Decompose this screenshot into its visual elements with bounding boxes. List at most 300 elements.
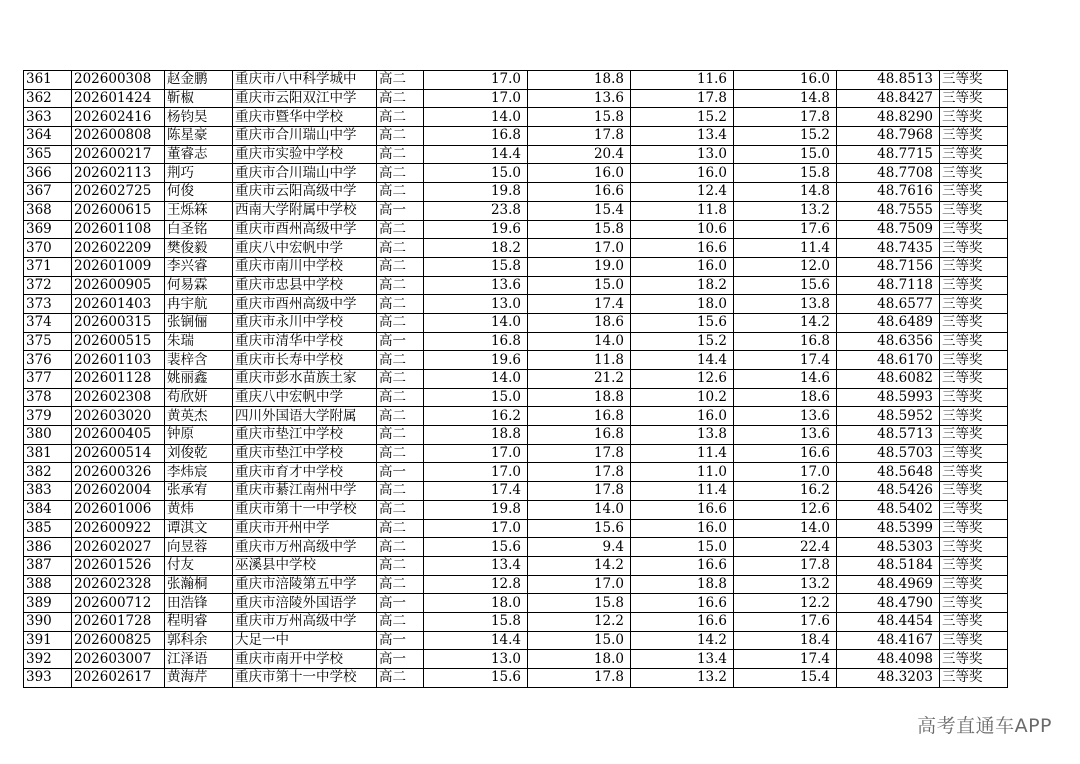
grade-cell: 高二 xyxy=(377,127,424,146)
rank-cell: 374 xyxy=(24,313,72,332)
id-cell: 202601403 xyxy=(72,295,165,314)
id-cell: 202600712 xyxy=(72,594,165,613)
table-row xyxy=(24,257,1008,276)
score3-cell: 14.4 xyxy=(631,351,734,370)
score3-cell: 16.6 xyxy=(631,612,734,631)
rank-cell: 382 xyxy=(24,463,72,482)
award-cell: 三等奖 xyxy=(940,669,1008,688)
score1-cell: 17.0 xyxy=(424,71,528,90)
id-cell: 202600808 xyxy=(72,127,165,146)
score3-cell: 16.0 xyxy=(631,519,734,538)
grade-cell: 高二 xyxy=(377,108,424,127)
id-cell: 202602113 xyxy=(72,164,165,183)
total-cell: 48.4969 xyxy=(837,575,940,594)
total-cell: 48.7555 xyxy=(837,201,940,220)
score2-cell: 14.0 xyxy=(528,332,631,351)
score2-cell: 13.6 xyxy=(528,89,631,108)
score2-cell: 9.4 xyxy=(528,538,631,557)
score4-cell: 15.0 xyxy=(734,145,837,164)
name-cell: 陈星豪 xyxy=(165,127,233,146)
school-cell: 重庆市长寿中学校 xyxy=(233,351,377,370)
name-cell: 黄炜 xyxy=(165,500,233,519)
total-cell: 48.4454 xyxy=(837,612,940,631)
results-table xyxy=(23,70,1008,688)
rank-cell: 377 xyxy=(24,370,72,389)
school-cell: 重庆市云阳双江中学 xyxy=(233,89,377,108)
score2-cell: 17.8 xyxy=(528,127,631,146)
id-cell: 202600326 xyxy=(72,463,165,482)
id-cell: 202600825 xyxy=(72,631,165,650)
score3-cell: 15.0 xyxy=(631,538,734,557)
total-cell: 48.7968 xyxy=(837,127,940,146)
table-row xyxy=(24,575,1008,594)
score2-cell: 17.8 xyxy=(528,669,631,688)
award-cell: 三等奖 xyxy=(940,164,1008,183)
score3-cell: 11.4 xyxy=(631,444,734,463)
grade-cell: 高二 xyxy=(377,500,424,519)
score4-cell: 16.0 xyxy=(734,71,837,90)
score4-cell: 16.6 xyxy=(734,444,837,463)
rank-cell: 371 xyxy=(24,257,72,276)
rank-cell: 373 xyxy=(24,295,72,314)
school-cell: 重庆市垫江中学校 xyxy=(233,444,377,463)
grade-cell: 高二 xyxy=(377,89,424,108)
score1-cell: 15.6 xyxy=(424,669,528,688)
total-cell: 48.5303 xyxy=(837,538,940,557)
id-cell: 202601526 xyxy=(72,556,165,575)
score1-cell: 13.4 xyxy=(424,556,528,575)
rank-cell: 366 xyxy=(24,164,72,183)
total-cell: 48.4098 xyxy=(837,650,940,669)
table-row xyxy=(24,594,1008,613)
score3-cell: 16.6 xyxy=(631,239,734,258)
score4-cell: 18.6 xyxy=(734,388,837,407)
award-cell: 三等奖 xyxy=(940,631,1008,650)
total-cell: 48.6577 xyxy=(837,295,940,314)
award-cell: 三等奖 xyxy=(940,220,1008,239)
table-row xyxy=(24,295,1008,314)
total-cell: 48.5184 xyxy=(837,556,940,575)
rank-cell: 379 xyxy=(24,407,72,426)
score2-cell: 18.0 xyxy=(528,650,631,669)
score3-cell: 11.4 xyxy=(631,482,734,501)
score1-cell: 18.0 xyxy=(424,594,528,613)
school-cell: 重庆市彭水苗族土家 xyxy=(233,370,377,389)
score4-cell: 14.0 xyxy=(734,519,837,538)
score2-cell: 21.2 xyxy=(528,370,631,389)
total-cell: 48.6082 xyxy=(837,370,940,389)
score1-cell: 16.2 xyxy=(424,407,528,426)
total-cell: 48.4790 xyxy=(837,594,940,613)
name-cell: 赵金鹏 xyxy=(165,71,233,90)
school-cell: 重庆八中宏帆中学 xyxy=(233,388,377,407)
total-cell: 48.7715 xyxy=(837,145,940,164)
score2-cell: 20.4 xyxy=(528,145,631,164)
grade-cell: 高二 xyxy=(377,519,424,538)
score2-cell: 14.2 xyxy=(528,556,631,575)
school-cell: 重庆市清华中学校 xyxy=(233,332,377,351)
score3-cell: 18.8 xyxy=(631,575,734,594)
id-cell: 202601128 xyxy=(72,370,165,389)
total-cell: 48.5402 xyxy=(837,500,940,519)
grade-cell: 高二 xyxy=(377,388,424,407)
rank-cell: 370 xyxy=(24,239,72,258)
rank-cell: 393 xyxy=(24,669,72,688)
score4-cell: 11.4 xyxy=(734,239,837,258)
table-row xyxy=(24,631,1008,650)
name-cell: 姚丽鑫 xyxy=(165,370,233,389)
grade-cell: 高二 xyxy=(377,612,424,631)
grade-cell: 高二 xyxy=(377,351,424,370)
score4-cell: 12.0 xyxy=(734,257,837,276)
name-cell: 杨钧昊 xyxy=(165,108,233,127)
award-cell: 三等奖 xyxy=(940,71,1008,90)
score1-cell: 23.8 xyxy=(424,201,528,220)
table-row xyxy=(24,444,1008,463)
award-cell: 三等奖 xyxy=(940,500,1008,519)
total-cell: 48.8427 xyxy=(837,89,940,108)
score2-cell: 11.8 xyxy=(528,351,631,370)
score3-cell: 16.0 xyxy=(631,257,734,276)
id-cell: 202600308 xyxy=(72,71,165,90)
score2-cell: 17.0 xyxy=(528,575,631,594)
score4-cell: 12.6 xyxy=(734,500,837,519)
score4-cell: 15.2 xyxy=(734,127,837,146)
score3-cell: 12.6 xyxy=(631,370,734,389)
score4-cell: 22.4 xyxy=(734,538,837,557)
award-cell: 三等奖 xyxy=(940,594,1008,613)
name-cell: 程明睿 xyxy=(165,612,233,631)
table-row xyxy=(24,500,1008,519)
score1-cell: 13.0 xyxy=(424,650,528,669)
score3-cell: 11.0 xyxy=(631,463,734,482)
score2-cell: 18.8 xyxy=(528,71,631,90)
score2-cell: 14.0 xyxy=(528,500,631,519)
score3-cell: 13.4 xyxy=(631,127,734,146)
score1-cell: 15.6 xyxy=(424,538,528,557)
total-cell: 48.5703 xyxy=(837,444,940,463)
grade-cell: 高二 xyxy=(377,295,424,314)
award-cell: 三等奖 xyxy=(940,332,1008,351)
id-cell: 202600514 xyxy=(72,444,165,463)
score4-cell: 13.8 xyxy=(734,295,837,314)
grade-cell: 高二 xyxy=(377,575,424,594)
id-cell: 202603007 xyxy=(72,650,165,669)
score1-cell: 17.0 xyxy=(424,89,528,108)
score4-cell: 17.4 xyxy=(734,650,837,669)
award-cell: 三等奖 xyxy=(940,89,1008,108)
award-cell: 三等奖 xyxy=(940,482,1008,501)
school-cell: 重庆市开州中学 xyxy=(233,519,377,538)
school-cell: 重庆市万州高级中学 xyxy=(233,612,377,631)
total-cell: 48.5952 xyxy=(837,407,940,426)
school-cell: 大足一中 xyxy=(233,631,377,650)
score4-cell: 12.2 xyxy=(734,594,837,613)
name-cell: 朱瑞 xyxy=(165,332,233,351)
table-row xyxy=(24,556,1008,575)
award-cell: 三等奖 xyxy=(940,351,1008,370)
score1-cell: 17.0 xyxy=(424,444,528,463)
school-cell: 重庆市实验中学校 xyxy=(233,145,377,164)
score1-cell: 19.6 xyxy=(424,351,528,370)
score2-cell: 17.8 xyxy=(528,482,631,501)
score1-cell: 18.8 xyxy=(424,426,528,445)
id-cell: 202601424 xyxy=(72,89,165,108)
rank-cell: 386 xyxy=(24,538,72,557)
score3-cell: 16.0 xyxy=(631,164,734,183)
score3-cell: 10.6 xyxy=(631,220,734,239)
award-cell: 三等奖 xyxy=(940,426,1008,445)
id-cell: 202600515 xyxy=(72,332,165,351)
score1-cell: 12.8 xyxy=(424,575,528,594)
total-cell: 48.6170 xyxy=(837,351,940,370)
total-cell: 48.3203 xyxy=(837,669,940,688)
score3-cell: 11.8 xyxy=(631,201,734,220)
award-cell: 三等奖 xyxy=(940,276,1008,295)
school-cell: 重庆市忠县中学校 xyxy=(233,276,377,295)
rank-cell: 384 xyxy=(24,500,72,519)
grade-cell: 高二 xyxy=(377,426,424,445)
score4-cell: 17.6 xyxy=(734,612,837,631)
name-cell: 樊俊毅 xyxy=(165,239,233,258)
rank-cell: 369 xyxy=(24,220,72,239)
score4-cell: 16.8 xyxy=(734,332,837,351)
score2-cell: 16.8 xyxy=(528,426,631,445)
grade-cell: 高二 xyxy=(377,220,424,239)
score3-cell: 18.2 xyxy=(631,276,734,295)
id-cell: 202600615 xyxy=(72,201,165,220)
name-cell: 刘俊乾 xyxy=(165,444,233,463)
rank-cell: 381 xyxy=(24,444,72,463)
score3-cell: 18.0 xyxy=(631,295,734,314)
total-cell: 48.5426 xyxy=(837,482,940,501)
school-cell: 西南大学附属中学校 xyxy=(233,201,377,220)
name-cell: 田浩锋 xyxy=(165,594,233,613)
award-cell: 三等奖 xyxy=(940,183,1008,202)
award-cell: 三等奖 xyxy=(940,575,1008,594)
total-cell: 48.6356 xyxy=(837,332,940,351)
score2-cell: 16.6 xyxy=(528,183,631,202)
score3-cell: 13.2 xyxy=(631,669,734,688)
grade-cell: 高一 xyxy=(377,594,424,613)
grade-cell: 高二 xyxy=(377,669,424,688)
school-cell: 四川外国语大学附属 xyxy=(233,407,377,426)
id-cell: 202601009 xyxy=(72,257,165,276)
score3-cell: 11.6 xyxy=(631,71,734,90)
score1-cell: 19.6 xyxy=(424,220,528,239)
id-cell: 202601108 xyxy=(72,220,165,239)
score1-cell: 14.0 xyxy=(424,108,528,127)
score3-cell: 16.6 xyxy=(631,500,734,519)
name-cell: 张瀚桐 xyxy=(165,575,233,594)
score1-cell: 19.8 xyxy=(424,183,528,202)
table-row xyxy=(24,463,1008,482)
score4-cell: 13.2 xyxy=(734,575,837,594)
score4-cell: 15.8 xyxy=(734,164,837,183)
table-row xyxy=(24,220,1008,239)
score1-cell: 17.4 xyxy=(424,482,528,501)
total-cell: 48.5399 xyxy=(837,519,940,538)
score4-cell: 15.6 xyxy=(734,276,837,295)
name-cell: 黄海芹 xyxy=(165,669,233,688)
rank-cell: 376 xyxy=(24,351,72,370)
table-row xyxy=(24,183,1008,202)
name-cell: 白圣铭 xyxy=(165,220,233,239)
table-row xyxy=(24,538,1008,557)
school-cell: 重庆市第十一中学校 xyxy=(233,500,377,519)
score2-cell: 15.8 xyxy=(528,108,631,127)
award-cell: 三等奖 xyxy=(940,444,1008,463)
score1-cell: 13.0 xyxy=(424,295,528,314)
total-cell: 48.7708 xyxy=(837,164,940,183)
school-cell: 重庆市永川中学校 xyxy=(233,313,377,332)
name-cell: 黄英杰 xyxy=(165,407,233,426)
score4-cell: 14.8 xyxy=(734,89,837,108)
total-cell: 48.7118 xyxy=(837,276,940,295)
score3-cell: 13.8 xyxy=(631,426,734,445)
score2-cell: 17.4 xyxy=(528,295,631,314)
score2-cell: 16.0 xyxy=(528,164,631,183)
name-cell: 裴梓含 xyxy=(165,351,233,370)
award-cell: 三等奖 xyxy=(940,370,1008,389)
award-cell: 三等奖 xyxy=(940,295,1008,314)
school-cell: 重庆市酉州高级中学 xyxy=(233,220,377,239)
total-cell: 48.7156 xyxy=(837,257,940,276)
name-cell: 靳椒 xyxy=(165,89,233,108)
rank-cell: 362 xyxy=(24,89,72,108)
score3-cell: 16.0 xyxy=(631,407,734,426)
id-cell: 202602725 xyxy=(72,183,165,202)
score2-cell: 16.8 xyxy=(528,407,631,426)
score3-cell: 10.2 xyxy=(631,388,734,407)
school-cell: 重庆八中宏帆中学 xyxy=(233,239,377,258)
grade-cell: 高二 xyxy=(377,482,424,501)
score1-cell: 14.4 xyxy=(424,631,528,650)
score2-cell: 17.0 xyxy=(528,239,631,258)
total-cell: 48.5713 xyxy=(837,426,940,445)
award-cell: 三等奖 xyxy=(940,313,1008,332)
name-cell: 张承宥 xyxy=(165,482,233,501)
name-cell: 冉宇航 xyxy=(165,295,233,314)
score2-cell: 17.8 xyxy=(528,444,631,463)
award-cell: 三等奖 xyxy=(940,612,1008,631)
score2-cell: 15.0 xyxy=(528,631,631,650)
table-row xyxy=(24,71,1008,90)
score4-cell: 17.0 xyxy=(734,463,837,482)
rank-cell: 365 xyxy=(24,145,72,164)
name-cell: 江泽语 xyxy=(165,650,233,669)
table-row xyxy=(24,351,1008,370)
name-cell: 苟欣妍 xyxy=(165,388,233,407)
table-row xyxy=(24,145,1008,164)
table-row xyxy=(24,407,1008,426)
table-row xyxy=(24,370,1008,389)
table-row xyxy=(24,127,1008,146)
score2-cell: 12.2 xyxy=(528,612,631,631)
rank-cell: 361 xyxy=(24,71,72,90)
award-cell: 三等奖 xyxy=(940,463,1008,482)
id-cell: 202602004 xyxy=(72,482,165,501)
score1-cell: 16.8 xyxy=(424,127,528,146)
score1-cell: 13.6 xyxy=(424,276,528,295)
award-cell: 三等奖 xyxy=(940,407,1008,426)
rank-cell: 363 xyxy=(24,108,72,127)
score2-cell: 15.4 xyxy=(528,201,631,220)
grade-cell: 高二 xyxy=(377,71,424,90)
rank-cell: 388 xyxy=(24,575,72,594)
id-cell: 202600922 xyxy=(72,519,165,538)
award-cell: 三等奖 xyxy=(940,201,1008,220)
score3-cell: 12.4 xyxy=(631,183,734,202)
score4-cell: 13.6 xyxy=(734,407,837,426)
score4-cell: 18.4 xyxy=(734,631,837,650)
grade-cell: 高二 xyxy=(377,444,424,463)
school-cell: 重庆市垫江中学校 xyxy=(233,426,377,445)
name-cell: 荆巧 xyxy=(165,164,233,183)
score4-cell: 14.2 xyxy=(734,313,837,332)
rank-cell: 390 xyxy=(24,612,72,631)
id-cell: 202601728 xyxy=(72,612,165,631)
score3-cell: 17.8 xyxy=(631,89,734,108)
score1-cell: 17.0 xyxy=(424,519,528,538)
score1-cell: 16.8 xyxy=(424,332,528,351)
grade-cell: 高一 xyxy=(377,201,424,220)
table-row xyxy=(24,519,1008,538)
total-cell: 48.8290 xyxy=(837,108,940,127)
total-cell: 48.5993 xyxy=(837,388,940,407)
grade-cell: 高二 xyxy=(377,257,424,276)
score1-cell: 15.0 xyxy=(424,164,528,183)
name-cell: 向昱蓉 xyxy=(165,538,233,557)
grade-cell: 高二 xyxy=(377,556,424,575)
rank-cell: 383 xyxy=(24,482,72,501)
table-row xyxy=(24,313,1008,332)
score4-cell: 17.4 xyxy=(734,351,837,370)
table-row xyxy=(24,426,1008,445)
name-cell: 何易霖 xyxy=(165,276,233,295)
watermark: 高考直通车APP xyxy=(917,715,1052,737)
total-cell: 48.8513 xyxy=(837,71,940,90)
rank-cell: 378 xyxy=(24,388,72,407)
school-cell: 重庆市万州高级中学 xyxy=(233,538,377,557)
id-cell: 202602617 xyxy=(72,669,165,688)
school-cell: 重庆市合川瑞山中学 xyxy=(233,127,377,146)
name-cell: 何俊 xyxy=(165,183,233,202)
grade-cell: 高二 xyxy=(377,239,424,258)
rank-cell: 385 xyxy=(24,519,72,538)
school-cell: 重庆市育才中学校 xyxy=(233,463,377,482)
name-cell: 张锎俪 xyxy=(165,313,233,332)
table-row xyxy=(24,388,1008,407)
score2-cell: 18.8 xyxy=(528,388,631,407)
score3-cell: 13.4 xyxy=(631,650,734,669)
grade-cell: 高二 xyxy=(377,164,424,183)
id-cell: 202600905 xyxy=(72,276,165,295)
table-row xyxy=(24,276,1008,295)
school-cell: 巫溪县中学校 xyxy=(233,556,377,575)
score2-cell: 19.0 xyxy=(528,257,631,276)
score4-cell: 13.2 xyxy=(734,201,837,220)
total-cell: 48.7616 xyxy=(837,183,940,202)
total-cell: 48.7435 xyxy=(837,239,940,258)
id-cell: 202600315 xyxy=(72,313,165,332)
id-cell: 202602209 xyxy=(72,239,165,258)
score1-cell: 15.0 xyxy=(424,388,528,407)
grade-cell: 高一 xyxy=(377,631,424,650)
total-cell: 48.7509 xyxy=(837,220,940,239)
id-cell: 202602416 xyxy=(72,108,165,127)
school-cell: 重庆市合川瑞山中学 xyxy=(233,164,377,183)
